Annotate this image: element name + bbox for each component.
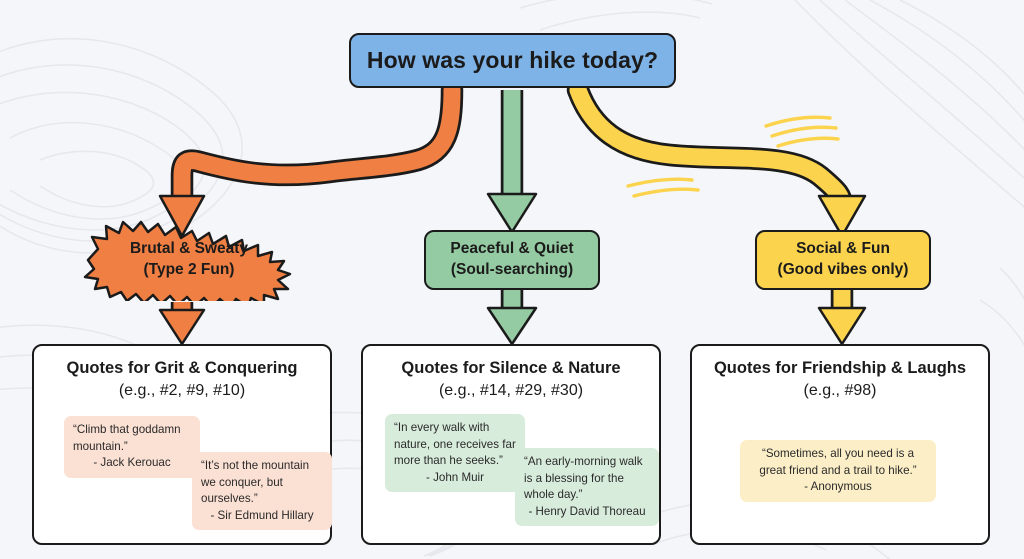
branch-node-peaceful[interactable]	[424, 230, 600, 290]
branch-brutal-text	[130, 239, 248, 281]
quote-kerouac-line1: “Climb that goddamn	[73, 423, 181, 437]
card-friendship-subtitle: (e.g., #98)	[803, 382, 877, 400]
result-card-grit[interactable]	[32, 344, 332, 545]
card-silence-quotes	[373, 412, 649, 534]
branch-peaceful-line1: Peaceful & Quiet	[450, 240, 574, 258]
quote-kerouac	[64, 416, 200, 477]
branch-node-social[interactable]	[755, 230, 931, 290]
quote-anonymous	[740, 440, 936, 501]
quote-hillary-line2: we conquer, but	[201, 475, 283, 489]
branch-social-line2: (Good vibes only)	[777, 261, 909, 278]
branch-node-brutal[interactable]	[78, 219, 300, 301]
quote-hillary-line3: ourselves.”	[201, 492, 258, 506]
quote-anonymous-attribution: - Anonymous	[804, 480, 872, 494]
card-grit-quotes	[44, 412, 320, 534]
card-friendship-quotes	[702, 412, 978, 534]
quote-muir	[385, 414, 525, 492]
root-question-label: How was your hike today?	[366, 47, 659, 73]
quote-thoreau	[515, 448, 659, 526]
branch-brutal-line1: Brutal & Sweaty	[129, 240, 248, 258]
card-silence-subtitle: (e.g., #14, #29, #30)	[438, 382, 584, 400]
result-card-friendship[interactable]	[690, 344, 990, 545]
card-silence-title: Quotes for Silence & Nature	[401, 359, 621, 377]
quote-kerouac-line2: mountain.”	[73, 439, 128, 453]
quote-thoreau-line2: is a blessing for the	[524, 471, 624, 485]
quote-muir-attribution: - John Muir	[426, 470, 484, 484]
branch-brutal-line2: (Type 2 Fun)	[143, 261, 235, 278]
card-grit-subtitle: (e.g., #2, #9, #10)	[118, 382, 246, 400]
quote-muir-line2: nature, one receives far	[394, 437, 516, 451]
quote-muir-line1: “In every walk with	[394, 421, 490, 435]
result-card-silence[interactable]	[361, 344, 661, 545]
quote-hillary-line1: “It’s not the mountain	[201, 459, 310, 473]
branch-social-line1: Social & Fun	[796, 240, 890, 258]
card-friendship-title: Quotes for Friendship & Laughs	[713, 359, 967, 377]
branch-peaceful-line2: (Soul-searching)	[450, 261, 574, 278]
quote-anonymous-line1: “Sometimes, all you need is a	[761, 447, 915, 461]
quote-thoreau-attribution: - Henry David Thoreau	[528, 504, 646, 518]
quote-thoreau-line1: “An early-morning walk	[524, 455, 643, 469]
quote-anonymous-line2: great friend and a trail to hike.”	[759, 463, 917, 477]
card-grit-title: Quotes for Grit & Conquering	[66, 359, 298, 377]
root-question-node[interactable]	[349, 33, 676, 88]
quote-kerouac-attribution: - Jack Kerouac	[93, 456, 171, 470]
quote-hillary	[192, 452, 332, 530]
quote-muir-line3: more than he seeks.”	[394, 454, 503, 468]
quote-thoreau-line3: whole day.”	[524, 488, 583, 502]
quote-hillary-attribution: - Sir Edmund Hillary	[210, 508, 314, 522]
